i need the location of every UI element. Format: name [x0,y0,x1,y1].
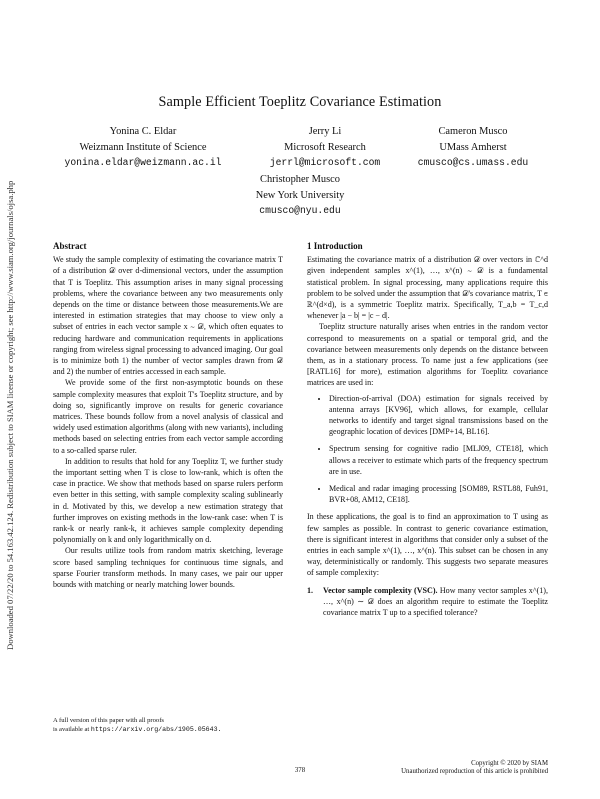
question-text: How many vector samples x^(1), …, x^(n) ∼ 𝒟 does an algorithm require to estimate the Toeplitz covariance matrix T up to a specified tolerance? [323,585,548,618]
application-list [307,393,548,506]
author-name: Yonina C. Eldar [109,126,177,137]
author-block [398,124,548,171]
introduction-column [307,241,548,618]
copyright-notice [380,760,548,776]
download-sidebar [2,140,18,650]
author-email: yonina.eldar@weizmann.ac.il [64,157,222,168]
question-number: 1. [307,585,314,595]
footnote [53,717,283,734]
intro-paragraph: In these applications, the goal is to find an approximation to T using as few samples as possible. In contrast to generic covariance estimation, there is significant interest in algorithms that consider only a subset of the entries in each sample x^(1), …, x^(n). This subset can be chosen in any way, deterministically or randomly. This suggests two separate measures of sample complexity: [307,512,548,578]
author-name: Cameron Musco [438,126,508,137]
section-heading: 1 Introduction [307,241,363,251]
intro-paragraph: Estimating the covariance matrix of a distribution 𝒟 over vectors in ℂ^d given independent samples x^(1), …, x^(n) ∼ 𝒟 is a fundamental statistical problem. In signal processing, many applications require this problem to be solved under the assumption that 𝒟's covariance matrix, T ∈ ℝ^(d×d), is a symmetric Toeplitz matrix. Specifically, T_a,b = T_c,d whenever |a − b| = |c − d|. [307,255,548,321]
author-affiliation: UMass Amherst [439,141,507,153]
author-block [220,172,380,219]
author-affiliation: New York University [255,189,345,201]
page-number: 378 [294,767,306,774]
author-affiliation: Weizmann Institute of Science [79,141,207,153]
abstract-heading: Abstract [53,241,87,251]
copyright-line: Copyright © 2020 by SIAM [471,760,548,767]
abstract-paragraph: We study the sample complexity of estimating the covariance matrix T of a distribution 𝒟 over d-dimensional vectors, under the assumption that T is Toeplitz. This assumption arises in many signal processing problems, where the covariance between any two measurements only depends on the time or distance between those measurements.We are interested in estimation strategies that may choose to view only a subset of entries in each vector sample x ∼ 𝒟, which often equates to reducing hardware and communication requirements in applications ranging from wireless signal processing to advanced imaging. Our goal is to minimize both 1) the number of vector samples drawn from 𝒟 and 2) the number of entries accessed in each sample. [53,255,283,377]
paper-title: Sample Efficient Toeplitz Covariance Estimation [158,94,442,110]
author-name: Christopher Musco [260,174,340,185]
download-notice: Downloaded 07/22/20 to 54.163.42.124. Redistribution subject to SIAM license or copyright; see http://www.siam.org/journals/ojsa.php [5,180,15,650]
abstract-paragraph: In addition to results that hold for any Toeplitz T, we further study the important setting when T is close to low-rank, which is often the case in practice. We show that methods based on sparse rulers perform even better in this setting, with sample complexity scaling sublinearly in d. Motivated by this, we develop a new estimation strategy that further improves on existing methods in the low-rank case: when T is rank-k or nearly rank-k, it achieves sample complexity depending polynomially on k and only logarithmically on d. [53,456,283,545]
complexity-question [307,585,548,619]
list-item: • Spectrum sensing for cognitive radio [MLJ09, CTE18], which allows a receiver to estimate which parts of the frequency spectrum are in use. [329,443,548,477]
list-item: • Direction-of-arrival (DOA) estimation for signals received by antenna arrays [KV96], which allows, for example, cellular networks to identify and target signal transmissions based on the geographic location of devices [DMP+14, BL16]. [329,393,548,438]
author-email: jerrl@microsoft.com [269,157,381,168]
list-item: • Medical and radar imaging processing [SOM89, RSTL88, Fuh91, BVR+08, AM12, CE18]. [329,483,548,505]
author-affiliation: Microsoft Research [284,141,366,153]
question-label: Vector sample complexity (VSC). [323,585,438,595]
arxiv-link[interactable]: https://arxiv.org/abs/1905.05643. [90,725,222,733]
author-email: cmusco@cs.umass.edu [417,157,529,168]
intro-paragraph: Toeplitz structure naturally arises when entries in the random vector correspond to measurements on a spatial or temporal grid, and the covariance between measurements only depends on the distance between them, as in a stationary process. To name just a few applications (see [RATL16] for more), estimation algorithms for Toeplitz covariance matrices are used in: [307,322,548,388]
author-block [250,124,400,171]
author-block [60,124,226,171]
abstract-paragraph: We provide some of the first non-asymptotic bounds on these sample complexity measures that exploit T's Toeplitz structure, and by doing so, significantly improve on results for generic covariance matrices. These bounds follow from a novel analysis of classical and widely used estimation algorithms (along with new variants), including methods based on selecting entries from each vector sample according to a so-called sparse ruler. [53,378,283,455]
abstract-column [53,241,283,590]
copyright-line: Unauthorized reproduction of this article is prohibited [401,768,548,776]
footnote-prefix: is available at [53,725,90,733]
footnote-line-url [53,726,283,735]
abstract-paragraph: Our results utilize tools from random matrix sketching, leverage score based sampling techniques for continuous time signals, and sparse Fourier transform methods. In many cases, we pair our upper bounds with matching or nearly matching lower bounds. [53,546,283,590]
author-name: Jerry Li [308,126,342,137]
footnote-line: A full version of this paper with all proofs [53,717,164,724]
author-email: cmusco@nyu.edu [259,205,341,216]
